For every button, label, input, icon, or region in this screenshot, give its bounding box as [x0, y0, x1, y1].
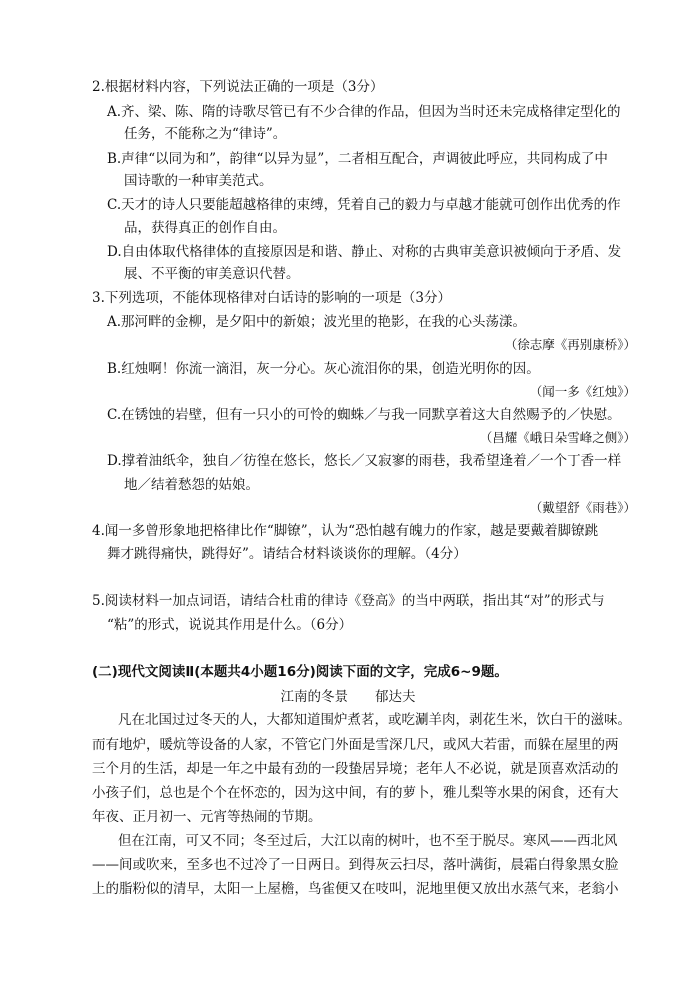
q4-text: 4.闻一多曾形象地把格律比作“脚镣”，认为“恐怕越有魄力的作家，越是要戴着脚镣跳 — [92, 523, 599, 539]
passage-paragraph-1-line-3: 三个月的生活，却是一年之中最有劲的一段蛰居异境；老年人不必说，就是顶喜欢活动的 — [92, 761, 619, 777]
q3-option-c-source: （昌耀《峨日朵雪峰之侧》） — [479, 430, 636, 445]
q2-option-a-cont: 任务，不能称之为“律诗”。 — [124, 126, 287, 142]
passage-paragraph-1: 凡在北国过过冬天的人，大都知道围炉煮茗，或吃涮羊肉，剥花生米，饮白干的滋味。 — [118, 712, 631, 728]
q3-option-a-source: （徐志摩《再别康桥》） — [504, 337, 636, 352]
passage-title: 江南的冬景 郁达夫 — [280, 689, 416, 705]
passage-paragraph-1-line-5: 年夜、正月初一、元宵等热闹的节期。 — [92, 809, 322, 825]
q2-option-d-cont: 展、不平衡的审美意识代替。 — [124, 266, 300, 282]
q3-option-d-source: （戴望舒《雨巷》） — [529, 500, 636, 515]
q2-option-b-cont: 国诗歌的一种审美范式。 — [124, 173, 273, 189]
q3-option-d-cont: 地／结着愁怨的姑娘。 — [124, 477, 259, 493]
passage-paragraph-2: 但在江南，可又不同；冬至过后，大江以南的树叶，也不至于脱尽。寒风——西北风 — [118, 833, 618, 849]
section-heading: (二)现代文阅读Ⅱ(本题共4小题16分)阅读下面的文字，完成6~9题。 — [92, 664, 508, 680]
passage-paragraph-1-line-2: 而有地炉，暖炕等设备的人家，不管它门外面是雪深几尺，或风大若雷，而躲在屋里的两 — [92, 737, 619, 753]
q3-option-a: A.那河畔的金柳，是夕阳中的新娘；波光里的艳影，在我的心头荡漾。 — [107, 314, 527, 330]
q3-stem: 3.下列选项，不能体现格律对白话诗的影响的一项是（3分） — [92, 290, 451, 306]
q5-text: 5.阅读材料一加点词语，请结合杜甫的律诗《登高》的当中两联，指出其“对”的形式与 — [92, 593, 605, 609]
q3-option-d: D.撑着油纸伞，独自／彷徨在悠长，悠长／又寂寥的雨巷，我希望逢着／一个丁香一样 — [107, 453, 622, 469]
q3-option-b-source: （闻一多《红烛》） — [529, 384, 636, 399]
q3-option-b: B.红烛啊！你流一滴泪，灰一分心。灰心流泪你的果，创造光明你的因。 — [107, 361, 540, 377]
q2-option-c: C.天才的诗人只要能超越格律的束缚，凭着自己的毅力与卓越才能就可创作出优秀的作 — [107, 197, 621, 213]
passage-paragraph-1-line-4: 小孩子们，总也是个个在怀恋的，因为这中间，有的萝卜，雅儿梨等水果的闲食，还有大 — [92, 785, 619, 801]
passage-paragraph-2-line-3: 上的脂粉似的清早，太阳一上屋檐，鸟雀便又在吱叫，泥地里便又放出水蒸气来，老翁小 — [92, 881, 619, 897]
q5-text-cont: “粘”的形式，说说其作用是什么。（6分） — [107, 617, 353, 633]
q2-option-c-cont: 品，获得真正的创作自由。 — [124, 220, 286, 236]
q2-option-b: B.声律“以同为和”，韵律“以异为显”，二者相互配合，声调彼此呼应，共同构成了中 — [107, 151, 608, 167]
passage-paragraph-2-line-2: ——间或吹来，至多也不过冷了一日两日。到得灰云扫尽，落叶满街，晨霜白得象黑女脸 — [92, 857, 619, 873]
q4-text-cont: 舞才跳得痛快，跳得好”。请结合材料谈谈你的理解。（4分） — [107, 546, 467, 562]
q3-option-c: C.在锈蚀的岩壁，但有一只小的可怜的蜘蛛／与我一同默享着这大自然赐予的／快慰。 — [107, 407, 621, 423]
q2-option-a: A.齐、梁、陈、隋的诗歌尽管已有不少合律的作品，但因为当时还未完成格律定型化的 — [107, 104, 621, 120]
q2-option-d: D.自由体取代格律体的直接原因是和谐、静止、对称的古典审美意识被倾向于矛盾、发 — [107, 244, 622, 260]
q2-stem: 2.根据材料内容，下列说法正确的一项是（3分） — [92, 79, 384, 95]
